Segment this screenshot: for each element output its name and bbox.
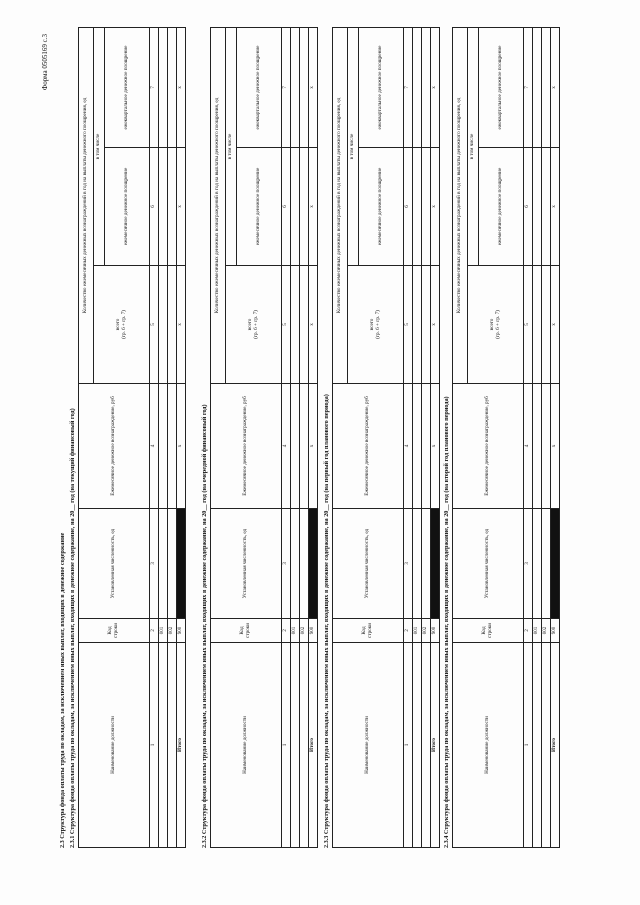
table-row: 002 — [542, 28, 551, 848]
col-quarterly-bonus-header: ежеквартальное денежное поощрение — [105, 28, 150, 148]
itogo-row: Итого 900 x x x x — [551, 28, 560, 848]
table-4: Наименование должности Код строки Установленная численность, ед Ежемесячное денежное вознаграждение, руб Количество ежемесячных денежных вознаграждений в год на выплаты денежного поощрения, ед всего (гр. 6 + гр. 7) в том числе ежемесячное денежное поощрение ежеквартальное денежное поощрение 1 2 3 4 5 6 7 001 002 Итого 900 x x x x — [452, 27, 560, 848]
position-cell[interactable] — [159, 643, 168, 848]
column-numbers-row: 1 2 3 4 5 6 7 — [524, 28, 533, 848]
section-main-title: 2.3 Структура фонда оплаты труда по окладам, за исключением иных выплат, входящих в денежное содержание — [59, 532, 66, 848]
table-title-3: 2.3.3 Структура фонда оплаты труда по окладам, за исключением иных выплат, входящих в денежное содержание, на 20__ год (на первый год планового периода) — [323, 394, 330, 848]
table-title-2: 2.3.2 Структура фонда оплаты труда по окладам, за исключением иных выплат, входящих в денежное содержание, на 20__ год (на очередной финансовый год) — [201, 404, 208, 848]
col-monthly-pay-header: Ежемесячное денежное вознаграждение, руб — [79, 384, 150, 509]
table-row: 001 — [413, 28, 422, 848]
column-numbers-row: 1 2 3 4 5 6 7 — [150, 28, 159, 848]
table-1 — [78, 27, 186, 848]
col-total-header: всего (гр. 6 + гр. 7) — [94, 266, 150, 384]
position-cell[interactable] — [168, 643, 177, 848]
table-row: 001 — [533, 28, 542, 848]
itogo-row: Итого 900 x x x x — [431, 28, 440, 848]
table-row: 002 — [422, 28, 431, 848]
itogo-label: Итого — [177, 643, 186, 848]
col-quantity-group-header: Количество ежемесячных денежных вознаграждений в год на выплаты денежного поощрения, ед — [79, 28, 94, 384]
table-row: 002 — [168, 28, 177, 848]
itogo-row: Итого 900 x x x x — [309, 28, 318, 848]
table-title-1: 2.3.1 Структура фонда оплаты труда по окладам, за исключением иных выплат, входящих в денежное содержание, на 20__ год (на текущий финансовый год) — [69, 408, 76, 848]
itogo-row: Итого 900 x x x x — [177, 28, 186, 848]
col-code-header: Код строки — [79, 619, 150, 643]
col-monthly-bonus-header: ежемесячное денежное поощрение — [105, 148, 150, 266]
landscape-sheet — [35, 28, 605, 848]
column-numbers-row: 1 2 3 4 5 6 7 — [404, 28, 413, 848]
table-row: 002 — [300, 28, 309, 848]
table-row: 001 — [159, 28, 168, 848]
table-title-4: 2.3.4 Структура фонда оплаты труда по окладам, за исключением иных выплат, входящих в денежное содержание, на 20__ год (на второй год планового периода) — [443, 396, 450, 848]
table-3: Наименование должности Код строки Установленная численность, ед Ежемесячное денежное вознаграждение, руб Количество ежемесячных денежных вознаграждений в год на выплаты денежного поощрения, ед всего (гр. 6 + гр. 7) в том числе ежемесячное денежное поощрение ежеквартальное денежное поощрение 1 2 3 4 5 6 7 001 002 Итого 900 x x x x — [332, 27, 440, 848]
table-2: Наименование должности Код строки Установленная численность, ед Ежемесячное денежное вознаграждение, руб Количество ежемесячных денежных вознаграждений в год на выплаты денежного поощрения, ед всего (гр. 6 + гр. 7) в том числе ежемесячное денежное поощрение ежеквартальное денежное поощрение 1 2 3 4 5 6 7 001 002 Итого 900 x x x x — [210, 27, 318, 848]
col-headcount-header: Установленная численность, ед — [79, 509, 150, 619]
in-that-number-header: в том числе — [94, 28, 105, 266]
table-row: 001 — [291, 28, 300, 848]
form-code: Форма 0505169 с.3 — [41, 34, 49, 91]
column-numbers-row: 1 2 3 4 5 6 7 — [282, 28, 291, 848]
col-position-header: Наименование должности — [79, 643, 150, 848]
